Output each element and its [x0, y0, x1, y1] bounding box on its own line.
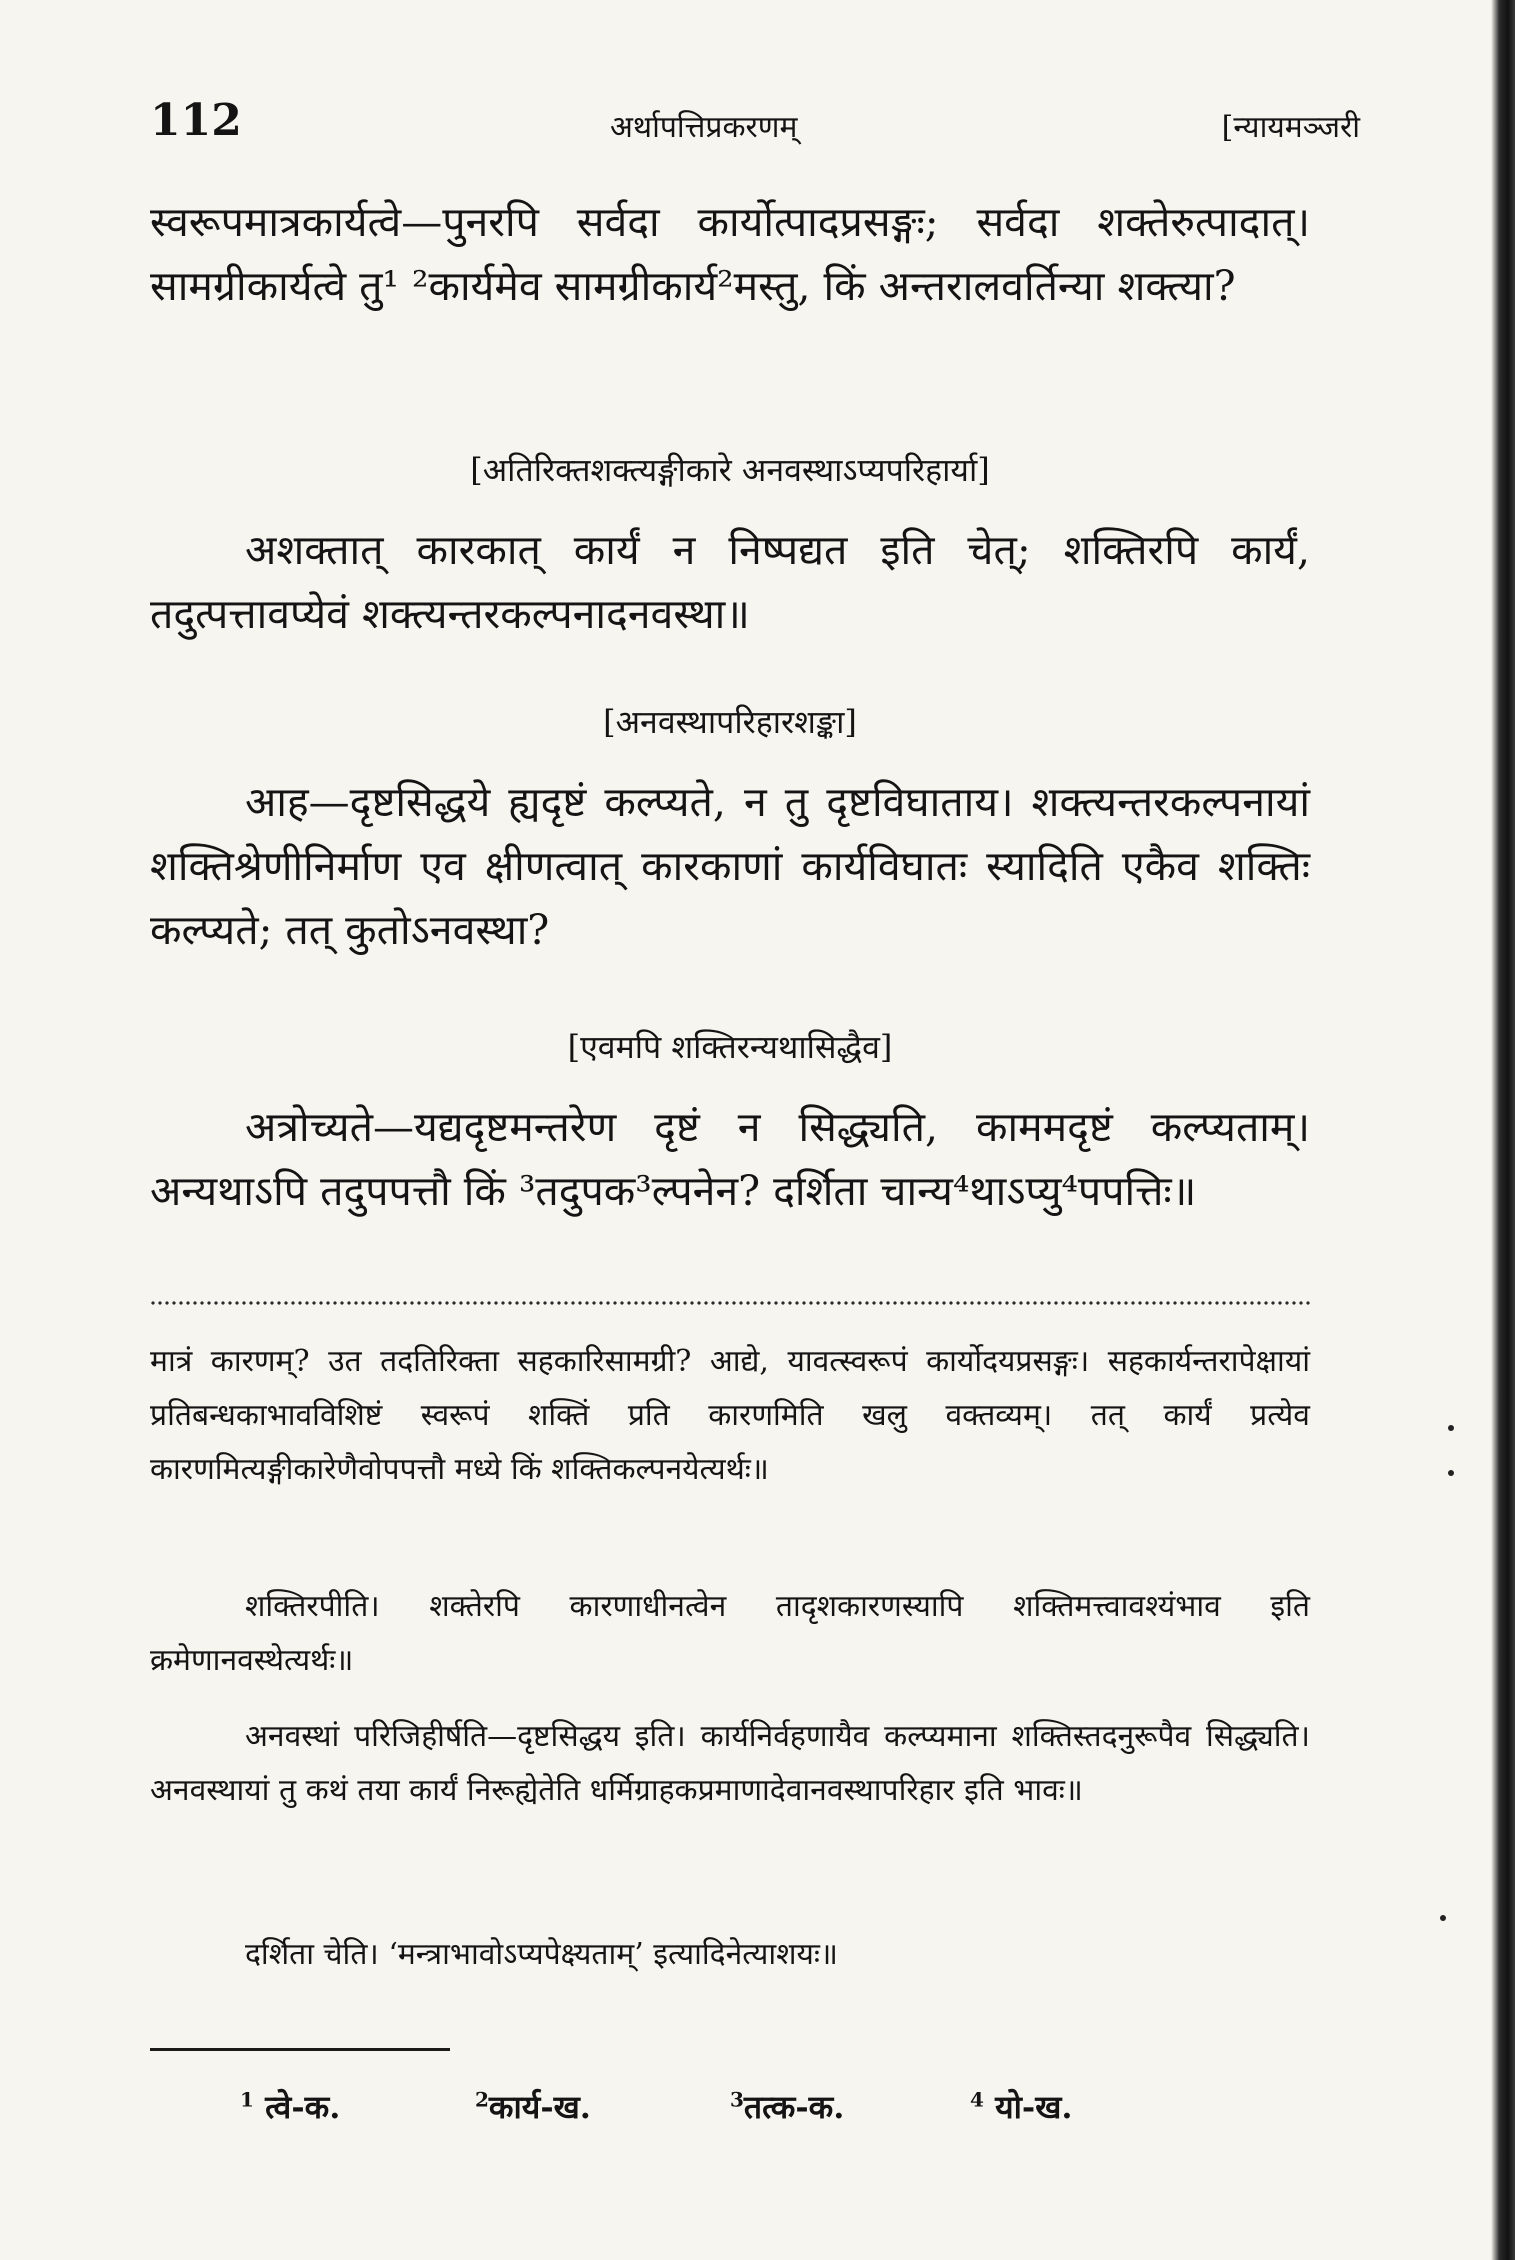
footnote-mark: 2	[475, 2087, 489, 2112]
footnote-item	[475, 2085, 591, 2128]
commentary-para-4: दर्शिता चेति। ‘मन्त्राभावोऽप्यपेक्ष्यताम्’ इत्यादिनेत्याशयः॥	[245, 1937, 838, 1972]
footnote-item	[240, 2085, 340, 2128]
section-heading-2: [अनवस्थापरिहारशङ्का]	[603, 703, 857, 741]
speck-mark	[1440, 1915, 1446, 1921]
paragraph-3: आह—दृष्टसिद्धये ह्यदृष्टं कल्प्यते, न तु दृष्टविघाताय। शक्त्यन्तरकल्पनायां शक्तिश्रेणीनिर्माण एव क्षीणत्वात् कारकाणां कार्यविघातः स्यादिति एकैव शक्तिः कल्प्यते; तत् कुतोऽनवस्था?	[150, 778, 1310, 954]
footnote-rule	[150, 2048, 450, 2051]
footnote-item	[730, 2085, 844, 2128]
speck-mark	[1448, 1470, 1454, 1476]
footnote-text: कार्य-ख.	[488, 2088, 591, 2126]
footnotes	[240, 2085, 1140, 2135]
paragraph-2: अशक्तात् कारकात् कार्यं न निष्पद्यत इति चेत्; शक्तिरपि कार्यं, तदुत्पत्तावप्येवं शक्त्यन्तरकल्पनादनवस्था॥	[150, 526, 1310, 638]
page-number: 112	[150, 95, 242, 146]
section-heading-1: [अतिरिक्तशक्त्यङ्गीकारे अनवस्थाऽप्यपरिहार्या]	[470, 451, 990, 489]
footnote-text: तत्क-क.	[743, 2088, 845, 2126]
footnote-text: त्वे-क.	[265, 2088, 341, 2126]
commentary-para-2: शक्तिरपीति। शक्तेरपि कारणाधीनत्वेन तादृशकारणस्यापि शक्तिमत्त्वावश्यंभाव इति क्रमेणानवस्थेत्यर्थः॥	[150, 1589, 1310, 1678]
footnote-item	[970, 2085, 1073, 2128]
commentary-para-1: मात्रं कारणम्? उत तदतिरिक्ता सहकारिसामग्री? आद्ये, यावत्स्वरूपं कार्योदयप्रसङ्गः। सहकार्यन्तरापेक्षायां प्रतिबन्धकाभावविशिष्टं स्वरूपं शक्तिं प्रति कारणमिति खलु वक्तव्यम्। तत् कार्यं प्रत्येव कारणमित्यङ्गीकारेणैवोपपत्तौ मध्ये किं शक्तिकल्पनयेत्यर्थः॥	[150, 1344, 1310, 1487]
book-title: [न्यायमञ्जरी	[1221, 110, 1360, 145]
section-heading-3: [एवमपि शक्तिरन्यथासिद्धैव]	[567, 1028, 893, 1066]
book-spine-edge	[1491, 0, 1515, 2260]
paragraph-4: अत्रोच्यते—यद्यदृष्टमन्तरेण दृष्टं न सिद्ध्यति, काममदृष्टं कल्प्यताम्। अन्यथाऽपि तदुपपत्तौ किं ³तदुपक³ल्पनेन? दर्शिता चान्य⁴थाऽप्यु⁴पपत्तिः॥	[150, 1103, 1310, 1215]
footnote-text: यो-ख.	[995, 2088, 1073, 2126]
footnote-mark: 3	[730, 2087, 744, 2112]
chapter-title: अर्थापत्तिप्रकरणम्	[610, 110, 798, 145]
commentary-para-3: अनवस्थां परिजिहीर्षति—दृष्टसिद्धय इति। कार्यनिर्वहणायैव कल्प्यमाना शक्तिस्तदनुरूपैव सिद्ध्यति। अनवस्थायां तु कथं तया कार्यं निरूह्येतेति धर्मिग्राहकप्रमाणादेवानवस्थापरिहार इति भावः॥	[150, 1719, 1310, 1808]
footnote-mark: 1	[240, 2087, 254, 2112]
footnote-mark: 4	[970, 2087, 984, 2112]
running-header	[150, 95, 1360, 155]
separator-wavy-rule	[150, 1300, 1310, 1306]
paragraph-1: स्वरूपमात्रकार्यत्वे—पुनरपि सर्वदा कार्योत्पादप्रसङ्गः; सर्वदा शक्तेरुत्पादात्। सामग्रीकार्यत्वे तु¹ ²कार्यमेव सामग्रीकार्य²मस्तु, किं अन्तरालवर्तिन्या शक्त्या?	[150, 198, 1310, 310]
speck-mark	[1448, 1425, 1454, 1431]
